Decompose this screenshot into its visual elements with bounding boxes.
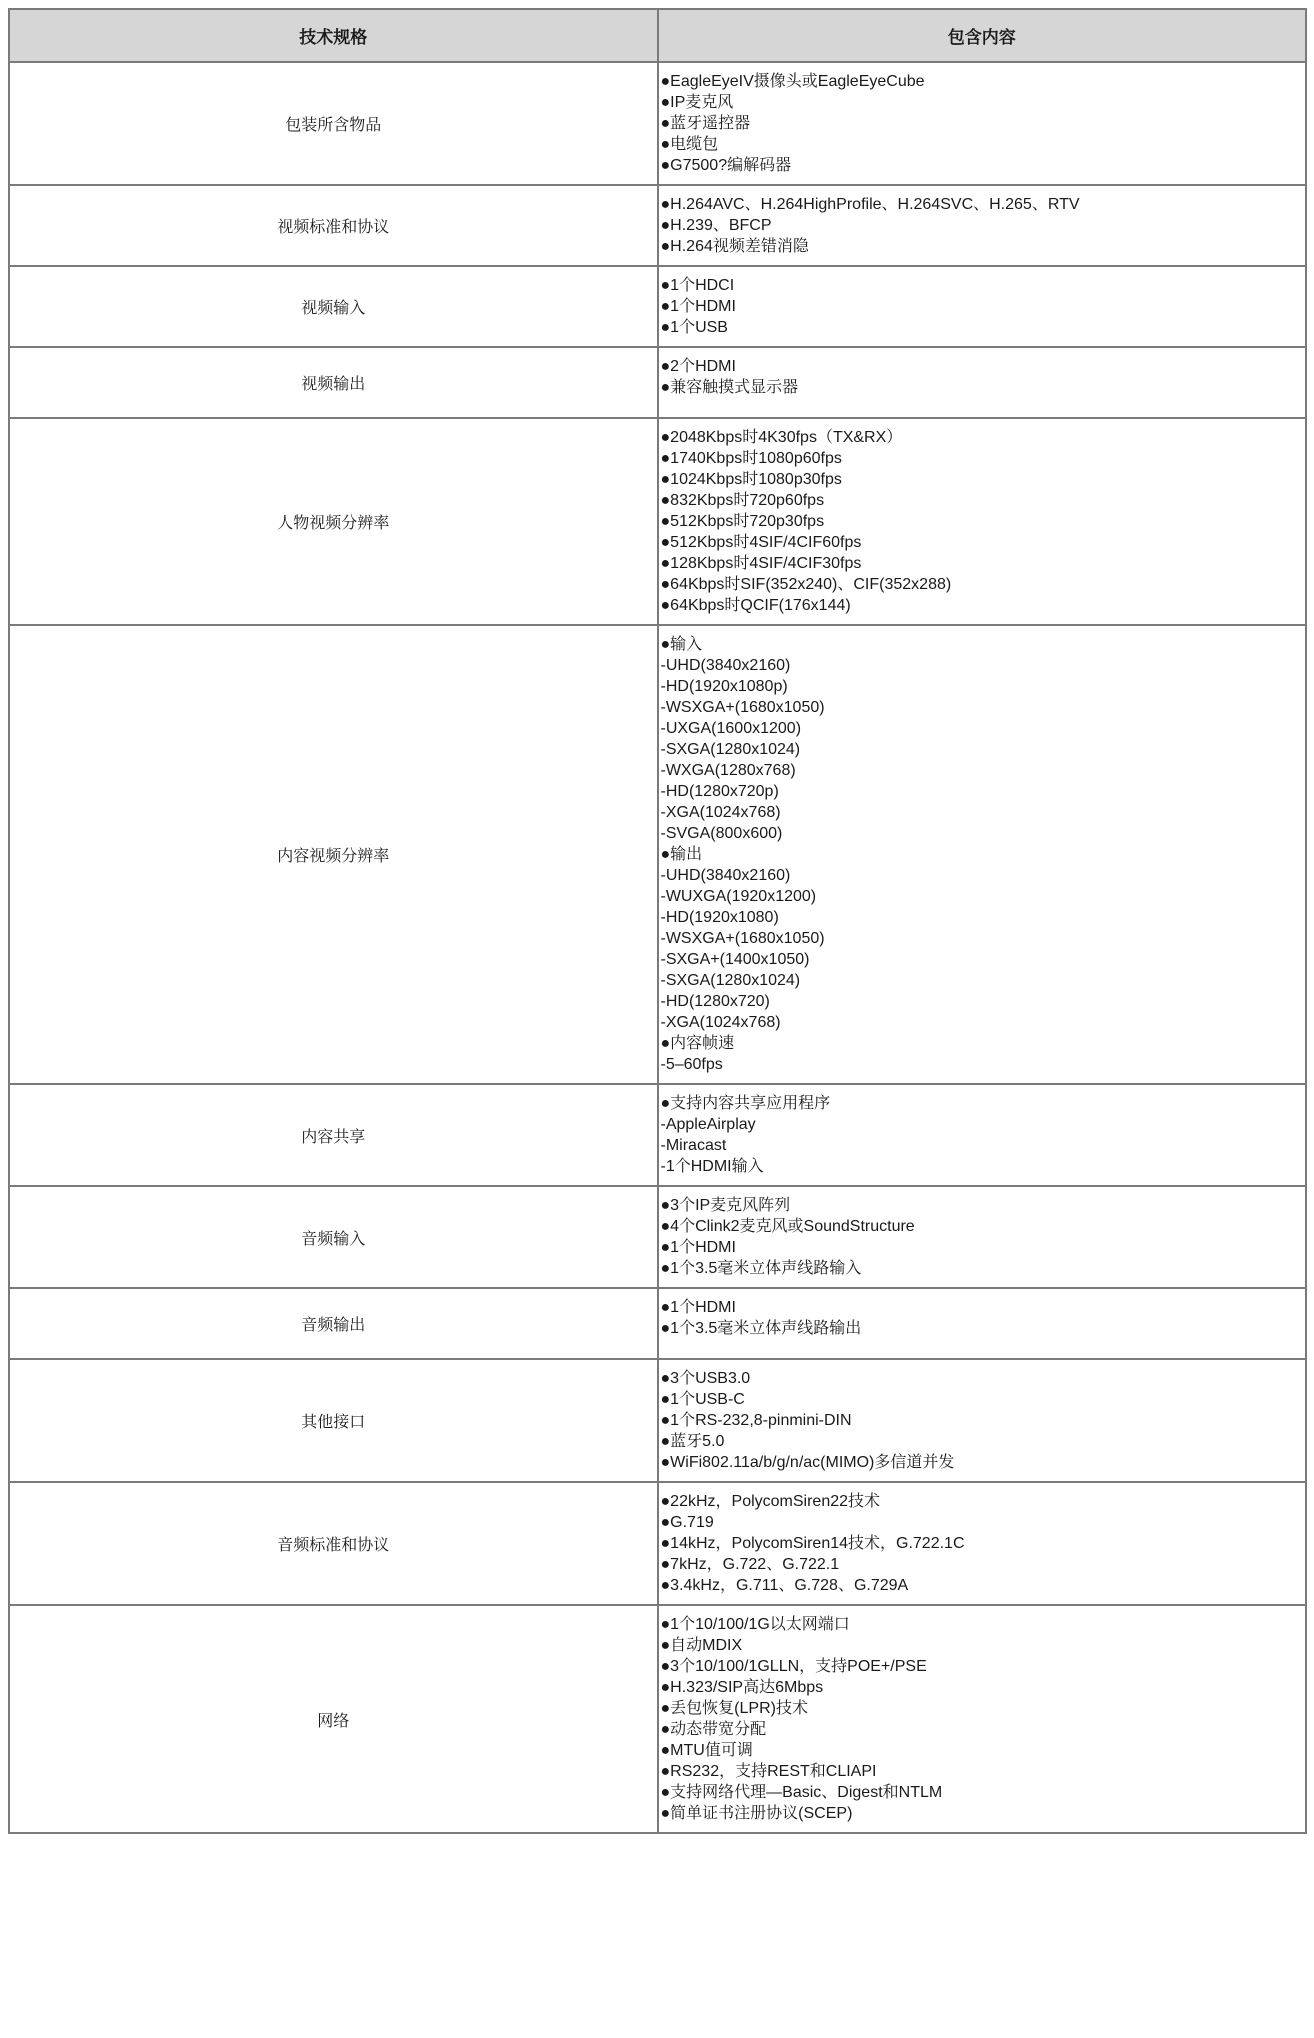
spec-table-header bbox=[9, 9, 1306, 62]
spec-line: ●兼容触摸式显示器 bbox=[660, 379, 799, 396]
spec-content-cell bbox=[658, 185, 1307, 266]
spec-content-cell bbox=[658, 1288, 1307, 1359]
spec-line: -HD(1280x720p) bbox=[660, 783, 779, 800]
spec-line: -AppleAirplay bbox=[660, 1116, 756, 1133]
header-row bbox=[9, 9, 1306, 62]
spec-row bbox=[9, 266, 1306, 347]
spec-line: ●14kHz，PolycomSiren14技术，G.722.1C bbox=[660, 1535, 965, 1552]
spec-line: ●64Kbps时QCIF(176x144) bbox=[660, 597, 851, 614]
spec-line: ●1024Kbps时1080p30fps bbox=[660, 471, 842, 488]
spec-line: ●H.239、BFCP bbox=[660, 217, 772, 234]
spec-content-cell bbox=[658, 1482, 1307, 1605]
spec-line: ●2个HDMI bbox=[660, 358, 736, 375]
spec-line: ●1个HDMI bbox=[660, 298, 736, 315]
spec-line: ●MTU值可调 bbox=[660, 1742, 753, 1759]
spec-line: ●64Kbps时SIF(352x240)、CIF(352x288) bbox=[660, 576, 952, 593]
spec-name-cell: 视频标准和协议 bbox=[9, 185, 658, 266]
header-content: 包含内容 bbox=[658, 9, 1307, 62]
spec-line: ●832Kbps时720p60fps bbox=[660, 492, 825, 509]
spec-line: ●1740Kbps时1080p60fps bbox=[660, 450, 842, 467]
spec-line: ●EagleEyeIV摄像头或EagleEyeCube bbox=[660, 73, 925, 90]
spec-line: ●G.719 bbox=[660, 1514, 714, 1531]
spec-line: -XGA(1024x768) bbox=[660, 1014, 781, 1031]
spec-line: ●输出 bbox=[660, 846, 703, 863]
spec-line: ●1个3.5毫米立体声线路输入 bbox=[660, 1260, 862, 1277]
spec-line: -WUXGA(1920x1200) bbox=[660, 888, 817, 905]
spec-row bbox=[9, 1359, 1306, 1482]
spec-line: ●简单证书注册协议(SCEP) bbox=[660, 1805, 853, 1822]
spec-line: -SVGA(800x600) bbox=[660, 825, 783, 842]
spec-line: ●H.264视频差错消隐 bbox=[660, 238, 809, 255]
spec-content-cell bbox=[658, 1186, 1307, 1288]
spec-row bbox=[9, 185, 1306, 266]
spec-name-cell: 音频输入 bbox=[9, 1186, 658, 1288]
spec-line: ●内容帧速 bbox=[660, 1035, 735, 1052]
spec-line: -1个HDMI输入 bbox=[660, 1158, 764, 1175]
spec-line: ●G7500?编解码器 bbox=[660, 157, 792, 174]
spec-content-cell bbox=[658, 347, 1307, 418]
spec-line: -Miracast bbox=[660, 1137, 727, 1154]
spec-name-cell: 视频输出 bbox=[9, 347, 658, 418]
spec-table-body bbox=[9, 62, 1306, 1833]
spec-line: ●2048Kbps时4K30fps（TX&RX） bbox=[660, 429, 903, 446]
spec-content-cell bbox=[658, 1605, 1307, 1833]
spec-row bbox=[9, 62, 1306, 185]
spec-line: ●4个Clink2麦克风或SoundStructure bbox=[660, 1218, 915, 1235]
spec-line: -5–60fps bbox=[660, 1056, 723, 1073]
spec-content-cell bbox=[658, 418, 1307, 625]
spec-line: -SXGA(1280x1024) bbox=[660, 972, 801, 989]
spec-line: -UHD(3840x2160) bbox=[660, 867, 791, 884]
spec-line: ●丢包恢复(LPR)技术 bbox=[660, 1700, 808, 1717]
spec-row bbox=[9, 1482, 1306, 1605]
spec-line: -HD(1280x720) bbox=[660, 993, 770, 1010]
spec-name-cell: 包装所含物品 bbox=[9, 62, 658, 185]
spec-line: ●自动MDIX bbox=[660, 1637, 743, 1654]
spec-name-cell: 内容共享 bbox=[9, 1084, 658, 1186]
spec-content-cell bbox=[658, 266, 1307, 347]
spec-line: ●蓝牙5.0 bbox=[660, 1433, 725, 1450]
spec-line: ●3.4kHz，G.711、G.728、G.729A bbox=[660, 1577, 909, 1594]
spec-line: ●1个USB-C bbox=[660, 1391, 745, 1408]
spec-row bbox=[9, 1605, 1306, 1833]
spec-line: ●1个USB bbox=[660, 319, 728, 336]
spec-line: ●1个HDMI bbox=[660, 1299, 736, 1316]
spec-line: ●512Kbps时4SIF/4CIF60fps bbox=[660, 534, 862, 551]
spec-name-cell: 音频输出 bbox=[9, 1288, 658, 1359]
spec-line: -WXGA(1280x768) bbox=[660, 762, 796, 779]
spec-name-cell: 人物视频分辨率 bbox=[9, 418, 658, 625]
spec-content-cell bbox=[658, 1084, 1307, 1186]
spec-line: ●电缆包 bbox=[660, 136, 719, 153]
spec-line: -UXGA(1600x1200) bbox=[660, 720, 802, 737]
spec-line: ●3个10/100/1GLLN，支持POE+/PSE bbox=[660, 1658, 927, 1675]
spec-line: ●H.264AVC、H.264HighProfile、H.264SVC、H.265、RTV bbox=[660, 196, 1080, 213]
spec-line: -HD(1920x1080) bbox=[660, 909, 779, 926]
spec-line: ●WiFi802.11a/b/g/n/ac(MIMO)多信道并发 bbox=[660, 1454, 955, 1471]
spec-row bbox=[9, 1288, 1306, 1359]
spec-name-cell: 内容视频分辨率 bbox=[9, 625, 658, 1084]
spec-content-cell bbox=[658, 62, 1307, 185]
spec-name-cell: 音频标准和协议 bbox=[9, 1482, 658, 1605]
spec-line: ●1个HDMI bbox=[660, 1239, 736, 1256]
spec-line: -WSXGA+(1680x1050) bbox=[660, 930, 825, 947]
header-spec: 技术规格 bbox=[9, 9, 658, 62]
spec-line: ●3个IP麦克风阵列 bbox=[660, 1197, 791, 1214]
spec-row bbox=[9, 347, 1306, 418]
spec-content-cell bbox=[658, 1359, 1307, 1482]
spec-name-cell: 其他接口 bbox=[9, 1359, 658, 1482]
spec-line: ●蓝牙遥控器 bbox=[660, 115, 751, 132]
spec-line: -XGA(1024x768) bbox=[660, 804, 781, 821]
spec-line: ●动态带宽分配 bbox=[660, 1721, 767, 1738]
spec-row bbox=[9, 625, 1306, 1084]
spec-line: -SXGA+(1400x1050) bbox=[660, 951, 810, 968]
spec-table bbox=[8, 8, 1307, 1834]
spec-line: -UHD(3840x2160) bbox=[660, 657, 791, 674]
spec-line: ●输入 bbox=[660, 636, 703, 653]
spec-line: ●IP麦克风 bbox=[660, 94, 734, 111]
spec-line: ●H.323/SIP高达6Mbps bbox=[660, 1679, 824, 1696]
spec-line: ●22kHz，PolycomSiren22技术 bbox=[660, 1493, 881, 1510]
spec-name-cell: 网络 bbox=[9, 1605, 658, 1833]
spec-line: ●3个USB3.0 bbox=[660, 1370, 751, 1387]
spec-line: ●1个RS-232,8-pinmini-DIN bbox=[660, 1412, 852, 1429]
spec-line: ●RS232，支持REST和CLIAPI bbox=[660, 1763, 877, 1780]
spec-line: ●7kHz，G.722、G.722.1 bbox=[660, 1556, 840, 1573]
spec-row bbox=[9, 418, 1306, 625]
spec-line: -SXGA(1280x1024) bbox=[660, 741, 801, 758]
spec-line: ●支持网络代理—Basic、Digest和NTLM bbox=[660, 1784, 943, 1801]
spec-line: -WSXGA+(1680x1050) bbox=[660, 699, 825, 716]
spec-name-cell: 视频输入 bbox=[9, 266, 658, 347]
spec-line: ●128Kbps时4SIF/4CIF30fps bbox=[660, 555, 862, 572]
spec-line: ●512Kbps时720p30fps bbox=[660, 513, 825, 530]
spec-line: ●1个HDCI bbox=[660, 277, 735, 294]
spec-line: ●支持内容共享应用程序 bbox=[660, 1095, 831, 1112]
spec-row bbox=[9, 1084, 1306, 1186]
spec-line: ●1个10/100/1G以太网端口 bbox=[660, 1616, 850, 1633]
spec-content-cell bbox=[658, 625, 1307, 1084]
spec-line: ●1个3.5毫米立体声线路输出 bbox=[660, 1320, 862, 1337]
spec-line: -HD(1920x1080p) bbox=[660, 678, 788, 695]
spec-row bbox=[9, 1186, 1306, 1288]
